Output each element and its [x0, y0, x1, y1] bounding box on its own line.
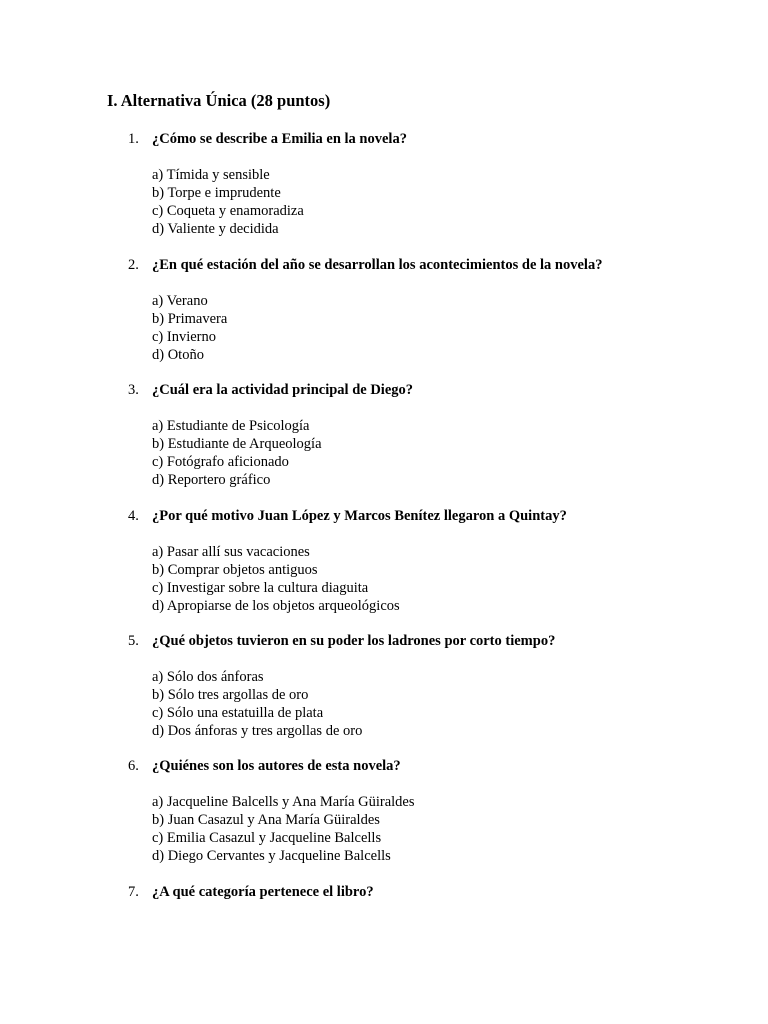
- section-title: I. Alternativa Única (28 puntos): [107, 91, 331, 110]
- question-number: 1.: [128, 131, 139, 147]
- answer-option: c) Fotógrafo aficionado: [152, 454, 289, 470]
- answer-options: [152, 668, 362, 740]
- answer-option: b) Primavera: [152, 311, 228, 327]
- question-text: ¿Por qué motivo Juan López y Marcos Benítez llegaron a Quintay?: [152, 508, 567, 524]
- answer-option: c) Invierno: [152, 329, 217, 345]
- question-text: ¿En qué estación del año se desarrollan los acontecimientos de la novela?: [152, 257, 603, 273]
- question-text: ¿Qué objetos tuvieron en su poder los ladrones por corto tiempo?: [152, 633, 556, 649]
- answer-option: b) Estudiante de Arqueología: [152, 436, 322, 452]
- answer-option: a) Estudiante de Psicología: [152, 418, 310, 434]
- answer-options: [152, 166, 304, 238]
- answer-option: a) Jacqueline Balcells y Ana María Güiraldes: [152, 794, 415, 810]
- answer-option: a) Sólo dos ánforas: [152, 669, 264, 685]
- question-text: ¿Quiénes son los autores de esta novela?: [152, 758, 401, 774]
- answer-option: c) Sólo una estatuilla de plata: [152, 705, 324, 721]
- question-number: 7.: [128, 884, 139, 900]
- question-text: ¿Cuál era la actividad principal de Diego?: [152, 382, 413, 398]
- answer-option: d) Otoño: [152, 347, 204, 363]
- answer-options: [152, 417, 322, 489]
- answer-option: a) Verano: [152, 293, 208, 309]
- question-number: 5.: [128, 633, 139, 649]
- answer-option: b) Sólo tres argollas de oro: [152, 687, 309, 703]
- answer-option: d) Diego Cervantes y Jacqueline Balcells: [152, 848, 391, 864]
- answer-option: d) Valiente y decidida: [152, 221, 279, 237]
- question-text: ¿A qué categoría pertenece el libro?: [152, 884, 374, 900]
- question-number: 2.: [128, 257, 139, 273]
- answer-option: a) Tímida y sensible: [152, 167, 270, 183]
- answer-options: [152, 292, 227, 364]
- answer-option: b) Torpe e imprudente: [152, 185, 281, 201]
- answer-option: c) Coqueta y enamoradiza: [152, 203, 304, 219]
- answer-option: c) Emilia Casazul y Jacqueline Balcells: [152, 830, 382, 846]
- question-number: 3.: [128, 382, 139, 398]
- answer-option: d) Dos ánforas y tres argollas de oro: [152, 723, 363, 739]
- answer-options: [152, 793, 415, 865]
- answer-option: b) Juan Casazul y Ana María Güiraldes: [152, 812, 380, 828]
- answer-option: d) Apropiarse de los objetos arqueológicos: [152, 598, 400, 614]
- answer-option: c) Investigar sobre la cultura diaguita: [152, 580, 369, 596]
- answer-option: b) Comprar objetos antiguos: [152, 562, 318, 578]
- answer-option: a) Pasar allí sus vacaciones: [152, 544, 310, 560]
- answer-options: [152, 543, 400, 615]
- question-number: 6.: [128, 758, 139, 774]
- answer-option: d) Reportero gráfico: [152, 472, 271, 488]
- question-text: ¿Cómo se describe a Emilia en la novela?: [152, 131, 407, 147]
- question-number: 4.: [128, 508, 139, 524]
